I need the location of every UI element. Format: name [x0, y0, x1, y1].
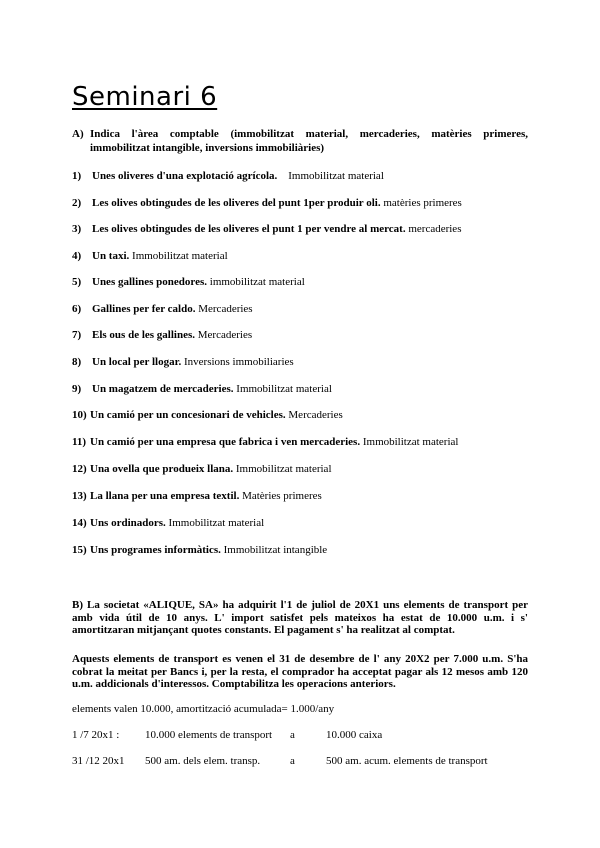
list-item	[72, 169, 384, 183]
entry-credit: 500 am. acum. elements de transport	[326, 755, 488, 767]
item-answer: matèries primeres	[383, 197, 462, 209]
list-item	[72, 516, 264, 530]
section-b-paragraph-2: Aquests elements de transport es venen el 31 de desembre de l' any 20X2 per 7.000 u.m. S'ha cobrat la meitat per Bancs i, per la resta, el comprador ha acceptat pagar als 12 mesos amb 120 u.m. addicionals d'interessos. Comptabilitza les operacions anteriors.	[72, 653, 528, 690]
item-question: Uns ordinadors.	[90, 517, 166, 529]
item-answer: Immobilitzat material	[132, 250, 228, 262]
item-answer: Immobilitzat material	[235, 463, 332, 475]
item-number: 4)	[72, 250, 82, 262]
section-a-question	[72, 127, 528, 155]
entry-separator: a	[290, 729, 295, 741]
item-answer: Immobilitzat material	[288, 170, 384, 182]
item-number: 15)	[72, 544, 87, 556]
entry-date: 1 /7 20x1 :	[72, 729, 120, 741]
item-answer: Immobilitzat intangible	[223, 544, 328, 556]
list-item	[72, 435, 458, 449]
item-question: Un taxi.	[92, 250, 130, 262]
item-answer: immobilitzat material	[209, 276, 305, 288]
item-question: Un camió per un concesionari de vehicles.	[90, 409, 286, 421]
page-title: Seminari 6	[72, 82, 218, 112]
item-number: 13)	[72, 490, 87, 502]
list-item	[72, 275, 305, 289]
item-question: Uns programes informàtics.	[90, 544, 221, 556]
item-number: 1)	[72, 170, 82, 182]
item-answer: Matèries primeres	[242, 490, 322, 502]
section-a-text: Indica l'àrea comptable (immobilitzat material, mercaderies, matèries primeres, immobilitzat intangible, inversions immobiliàries)	[90, 128, 528, 154]
item-answer: Inversions immobiliaries	[183, 356, 294, 368]
item-question: Un camió per una empresa que fabrica i ven mercaderies.	[90, 436, 361, 448]
item-number: 10)	[72, 409, 87, 421]
item-answer: Immobilitzat material	[362, 436, 459, 448]
entry-debit: 500 am. dels elem. transp.	[145, 755, 261, 767]
item-question: Una ovella que produeix llana.	[90, 463, 234, 475]
item-number: 5)	[72, 276, 82, 288]
item-question: Els ous de les gallines.	[92, 329, 195, 341]
item-number: 6)	[72, 303, 82, 315]
list-item	[72, 328, 252, 342]
item-answer: Mercaderies	[198, 303, 253, 315]
list-item	[72, 408, 343, 422]
list-item	[72, 543, 327, 557]
section-b-note: elements valen 10.000, amortització acumulada= 1.000/any	[72, 703, 335, 715]
section-a-label: A)	[72, 128, 84, 140]
section-b-paragraph-1: B) La societat «ALIQUE, SA» ha adquirit l'1 de juliol de 20X1 uns elements de transport per amb vida útil de 10 anys. L' import satisfet pels mateixos ha estat de 10.000 u.m. i s' amortitzaran mitjançant quotes constants. El pagament s' ha realitzat al comptat.	[72, 599, 528, 636]
entry-debit: 10.000 elements de transport	[145, 729, 273, 741]
item-answer: mercaderies	[408, 223, 462, 235]
entry-date: 31 /12 20x1	[72, 755, 125, 767]
list-item	[72, 222, 461, 236]
list-item	[72, 489, 322, 503]
item-number: 11)	[72, 436, 87, 448]
item-question: Unes gallines ponedores.	[92, 276, 208, 288]
item-question: Un local per llogar.	[92, 356, 182, 368]
item-number: 7)	[72, 329, 82, 341]
journal-entry-row	[72, 754, 528, 768]
item-question: La llana per una empresa textil.	[90, 490, 240, 502]
list-item	[72, 302, 253, 316]
item-number: 14)	[72, 517, 87, 529]
item-number: 2)	[72, 197, 82, 209]
item-question: Les olives obtingudes de les oliveres del punt 1per produir oli.	[92, 197, 381, 209]
item-question: Les olives obtingudes de les oliveres el punt 1 per vendre al mercat.	[92, 223, 406, 235]
item-question: Gallines per fer caldo.	[92, 303, 196, 315]
list-item	[72, 249, 228, 263]
journal-entry-row	[72, 728, 528, 742]
list-item	[72, 355, 294, 369]
item-answer: Immobilitzat material	[168, 517, 265, 529]
item-question: Unes oliveres d'una explotació agrícola.	[92, 170, 278, 182]
item-question: Un magatzem de mercaderies.	[92, 383, 234, 395]
item-answer: Mercaderies	[197, 329, 253, 341]
entry-credit: 10.000 caixa	[326, 729, 383, 741]
item-number: 8)	[72, 356, 82, 368]
list-item	[72, 196, 462, 210]
entry-separator: a	[290, 755, 295, 767]
list-item	[72, 382, 332, 396]
list-item	[72, 462, 332, 476]
item-answer: Mercaderies	[288, 409, 343, 421]
item-number: 9)	[72, 383, 82, 395]
item-number: 3)	[72, 223, 82, 235]
item-answer: Immobilitzat material	[236, 383, 332, 395]
item-number: 12)	[72, 463, 87, 475]
